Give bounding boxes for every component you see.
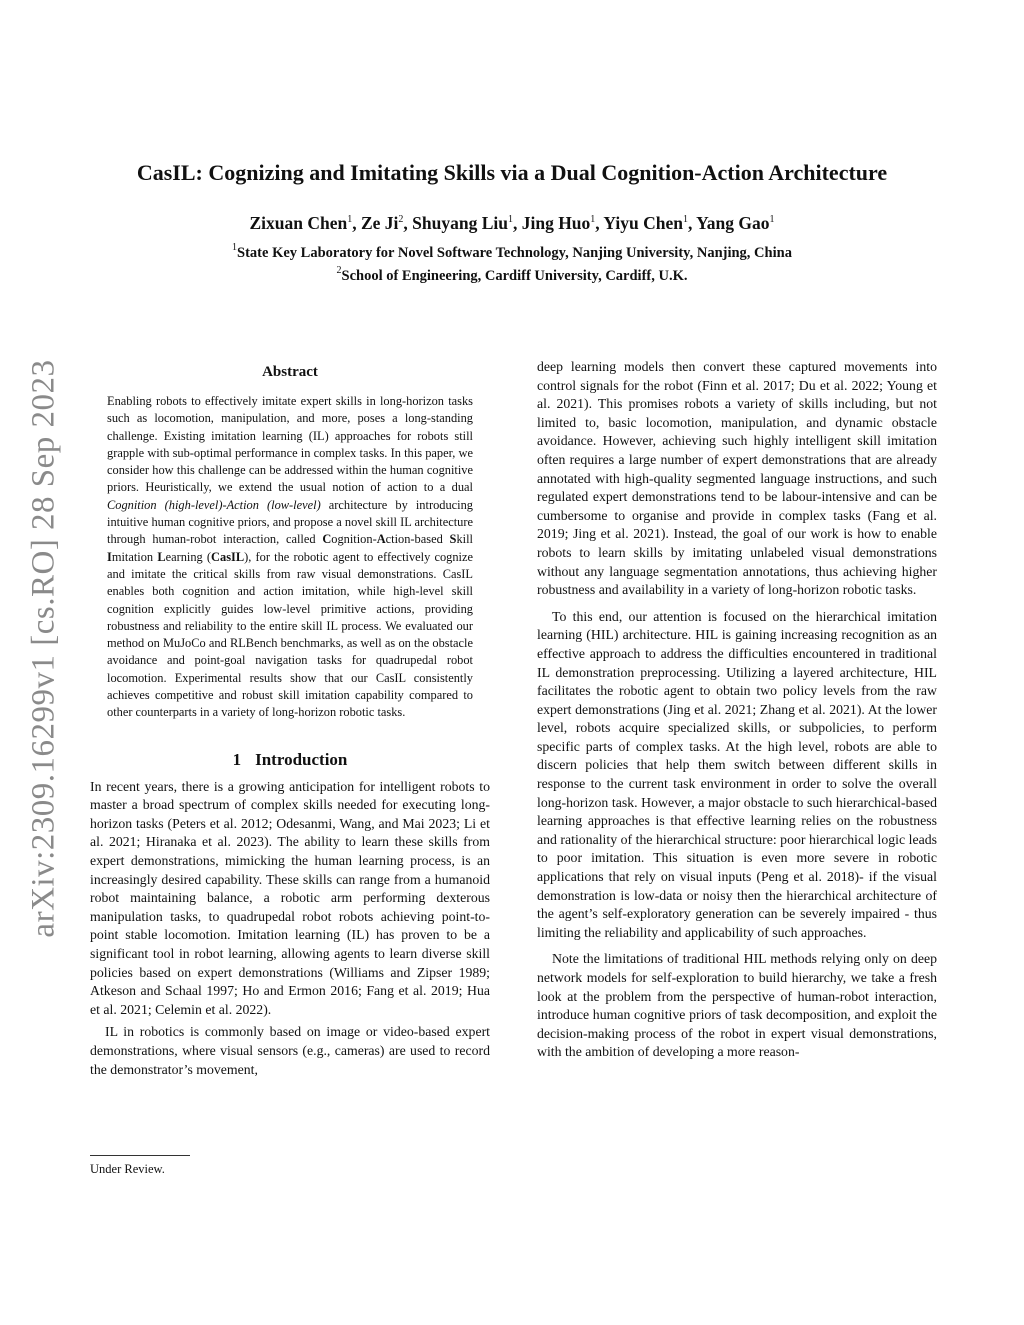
- body-paragraph: Note the limitations of traditional HIL methods relying only on deep network models for self-exploration to build hierarchy, we take a fresh look at the problem from the perspective of human-robot interaction, introduce human cognitive priors of task decomposition, and exploit the decision-making process of the robot in expert visual demonstrations, with the ambition of developing a more reason-: [537, 951, 937, 1060]
- abstract-heading: Abstract: [262, 364, 318, 380]
- right-column: [537, 358, 937, 1062]
- affiliation-2: $^2$School of Engineering, Cardiff University, Cardiff, U.K.: [336, 265, 688, 284]
- left-column: [90, 364, 490, 1079]
- author: Yiyu Chen$^1$: [603, 213, 688, 233]
- author: Ze Ji$^2$: [360, 213, 404, 233]
- affiliation-1: $^1$State Key Laboratory for Novel Software Technology, Nanjing University, Nanjing, China: [232, 242, 792, 261]
- footnote-rule: [90, 1155, 190, 1156]
- author: Shuyang Liu$^1$: [412, 213, 513, 233]
- section-heading-introduction: 1 Introduction: [232, 749, 348, 769]
- author-list: Zixuan Chen$^1$, Ze Ji$^2$, Shuyang Liu$^1$, Jing Huo$^1$, Yiyu Chen$^1$, Yang Gao$^1$: [249, 213, 775, 233]
- paper-title: CasIL: Cognizing and Imitating Skills via a Dual Cognition-Action Architecture: [136, 160, 888, 185]
- author: Yang Gao$^1$: [696, 213, 775, 233]
- author: Zixuan Chen$^1$: [249, 213, 353, 233]
- footnote: Under Review.: [90, 1162, 165, 1176]
- body-paragraph: deep learning models then convert these captured movements into control signals for the robot (Finn et al. 2017; Du et al. 2022; Young et al. 2021). This promises robots a variety of skills including, but not limited to, basic locomotion, manipulation, and dynamic obstacle avoidance. However, achieving such highly intelligent skill imitation often requires a large number of expert demonstrations that are already annotated with high-quality segmented language instructions, and such regulated expert demonstrations tend to be labour-intensive and can be cumbersome to organise and provide in complex tasks (Fang et al. 2019; Jing et al. 2021). Instead, the goal of our work is how to enable robots to learn skills by imitating unlabeled visual demonstrations without any language segmentation annotations, thus achieving higher robustness and availability in a variety of long-horizon robotic tasks.: [537, 359, 937, 598]
- arxiv-identifier-stamp: [20, 348, 68, 948]
- author: Jing Huo$^1$: [521, 213, 596, 233]
- arxiv-identifier-text: arXiv:2309.16299v1 [cs.RO] 28 Sep 2023: [25, 358, 62, 938]
- body-paragraph: To this end, our attention is focused on the hierarchical imitation learning (HIL) architecture. HIL is gaining increasing recognition as an effective approach to address the difficulties encountered in traditional IL demonstration preprocessing. Utilizing a layered architecture, HIL facilitates the robotic agent to obtain two policy levels from the raw expert demonstrations (Jing et al. 2021; Zhang et al. 2021). At the lower level, robots acquire specialized skills, or subpolicies, to perform specific parts of complex tasks. At the high level, robots are able to discern policies that help them switch between different skills in response to the current task environment in order to solve the overall long-horizon task. However, a major obstacle to such hierarchical-based learning approaches is that effective learning relies on the robustness and rationality of the hierarchical structure: poor hierarchical logic leads to poor imitation. This situation is even more severe in robotic applications that rely on visual inputs (Peng et al. 2018)- if the visual demonstration is low-data or noisy then the hierarchical architecture of the agent’s self-exploratory generation can be severely impaired - thus limiting the reliability and applicability of such approaches.: [537, 608, 937, 940]
- abstract-text: Enabling robots to effectively imitate expert skills in long-horizon tasks such as locomotion, manipulation, and more, poses a long-standing challenge. Existing imitation learning (IL) approaches for robots still grapple with sub-optimal performance in complex tasks. In this paper, we consider how this challenge can be addressed within the human cognitive priors. Heuristically, we extend the usual notion of action to a dual Cognition (high-level)-Action (low-level) architecture by introducing intuitive human cognitive priors, and propose a novel skill IL architecture through human-robot interaction, called Cognition-Action-based Skill Imitation Learning (CasIL), for the robotic agent to effectively cognize and imitate the critical skills from raw visual demonstrations. CasIL enables both cognition and action imitation, while high-level skill cognition explicitly guides low-level primitive actions, providing robustness and reliability to the entire skill IL process. We evaluated our method on MuJoCo and RLBench benchmarks, as well as on the obstacle avoidance and point-goal navigation tasks for quadrupedal robot locomotion. Experimental results show that our CasIL consistently achieves competitive and robust skill imitation capability compared to other counterparts in a variety of long-horizon robotic tasks.: [107, 394, 473, 720]
- intro-paragraph: IL in robotics is commonly based on image or video-based expert demonstrations, where visual sensors (e.g., cameras) are used to record the demonstrator’s movement,: [90, 1024, 490, 1077]
- intro-paragraph: In recent years, there is a growing anticipation for intelligent robots to master a broad spectrum of complex skills needed for executing long-horizon tasks (Peters et al. 2012; Odesanmi, Wang, and Mai 2023; Li et al. 2021; Hiranaka et al. 2023). The ability to learn these skills from expert demonstrations, mimicking the human learning process, is an increasingly desired capability. These skills can range from a humanoid robot maintaining balance, a robotic arm performing dexterous manipulation tasks, to quadrupedal robot robots achieving point-to-point stable locomotion. Imitation learning (IL) has proven to be a significant tool in robot learning, allowing agents to learn diverse skill policies based on expert demonstrations (Williams and Zipser 1989; Atkeson and Schaal 1997; Ho and Ermon 2016; Fang et al. 2019; Hua et al. 2021; Celemin et al. 2022).: [90, 778, 490, 1017]
